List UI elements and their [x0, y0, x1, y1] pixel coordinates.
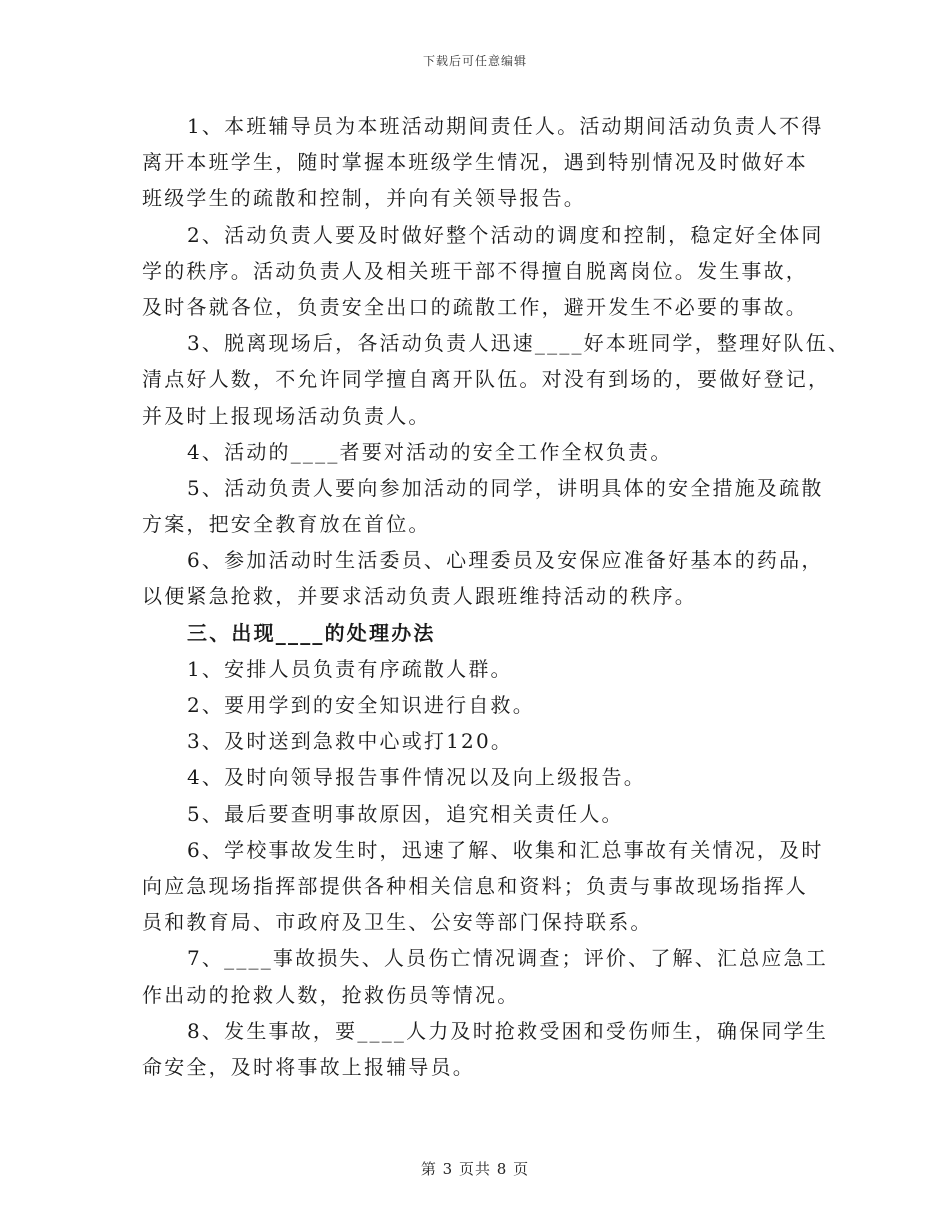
paragraph-line: 向应急现场指挥部提供各种相关信息和资料；负责与事故现场指挥人 — [142, 873, 808, 898]
paragraph-line: 以便紧急抢救，并要求活动负责人跟班维持活动的秩序。 — [142, 584, 697, 609]
paragraph-line: 6、学校事故发生时，迅速了解、收集和汇总事故有关情况，及时 — [187, 837, 824, 862]
paragraph-line: 1、本班辅导员为本班活动期间责任人。活动期间活动负责人不得 — [187, 114, 824, 138]
section-heading: 三、出现____的处理办法 — [187, 620, 436, 645]
paragraph-line: 2、活动负责人要及时做好整个活动的调度和控制，稳定好全体同 — [187, 222, 824, 247]
paragraph-line: 3、及时送到急救中心或打120。 — [187, 729, 514, 754]
paragraph-line: 并及时上报现场活动负责人。 — [142, 403, 431, 428]
paragraph-line: 2、要用学到的安全知识进行自救。 — [187, 693, 535, 717]
page-number-footer: 第 3 页共 8 页 — [420, 1160, 530, 1178]
paragraph-line: 7、____事故损失、人员伤亡情况调查；评价、了解、汇总应急工 — [187, 946, 828, 971]
paragraph-line: 离开本班学生，随时掌握本班级学生情况，遇到特别情况及时做好本 — [142, 150, 808, 175]
paragraph-line: 作出动的抢救人数，抢救伤员等情况。 — [142, 982, 520, 1007]
paragraph-line: 清点好人数，不允许同学擅自离开队伍。对没有到场的，要做好登记， — [142, 367, 831, 392]
paragraph-line: 命安全，及时将事故上报辅导员。 — [142, 1054, 475, 1079]
paragraph-line: 5、最后要查明事故原因，追究相关责任人。 — [187, 801, 624, 826]
paragraph-line: 方案，把安全教育放在首位。 — [142, 512, 431, 537]
paragraph-line: 6、参加活动时生活委员、心理委员及安保应准备好基本的药品， — [187, 548, 824, 573]
paragraph-line: 班级学生的疏散和控制，并向有关领导报告。 — [142, 186, 586, 211]
page-header: 下载后可任意编辑 — [422, 54, 527, 68]
document-body — [142, 108, 851, 1085]
paragraph-line: 8、发生事故，要____人力及时抢救受困和受伤师生，确保同学生 — [187, 1018, 828, 1043]
paragraph-line: 员和教育局、市政府及卫生、公安等部门保持联系。 — [142, 910, 653, 935]
paragraph-line: 及时各就各位，负责安全出口的疏散工作，避开发生不必要的事故。 — [142, 294, 808, 319]
paragraph-line: 3、脱离现场后，各活动负责人迅速____好本班同学，整理好队伍、 — [187, 331, 851, 356]
paragraph-line: 学的秩序。活动负责人及相关班干部不得擅自脱离岗位。发生事故， — [142, 258, 808, 283]
paragraph-line: 4、活动的____者要对活动的安全工作全权负责。 — [187, 439, 673, 464]
paragraph-line: 4、及时向领导报告事件情况以及向上级报告。 — [187, 765, 646, 790]
paragraph-line: 5、活动负责人要向参加活动的同学，讲明具体的安全措施及疏散 — [187, 475, 824, 500]
paragraph-line: 1、安排人员负责有序疏散人群。 — [187, 656, 513, 681]
